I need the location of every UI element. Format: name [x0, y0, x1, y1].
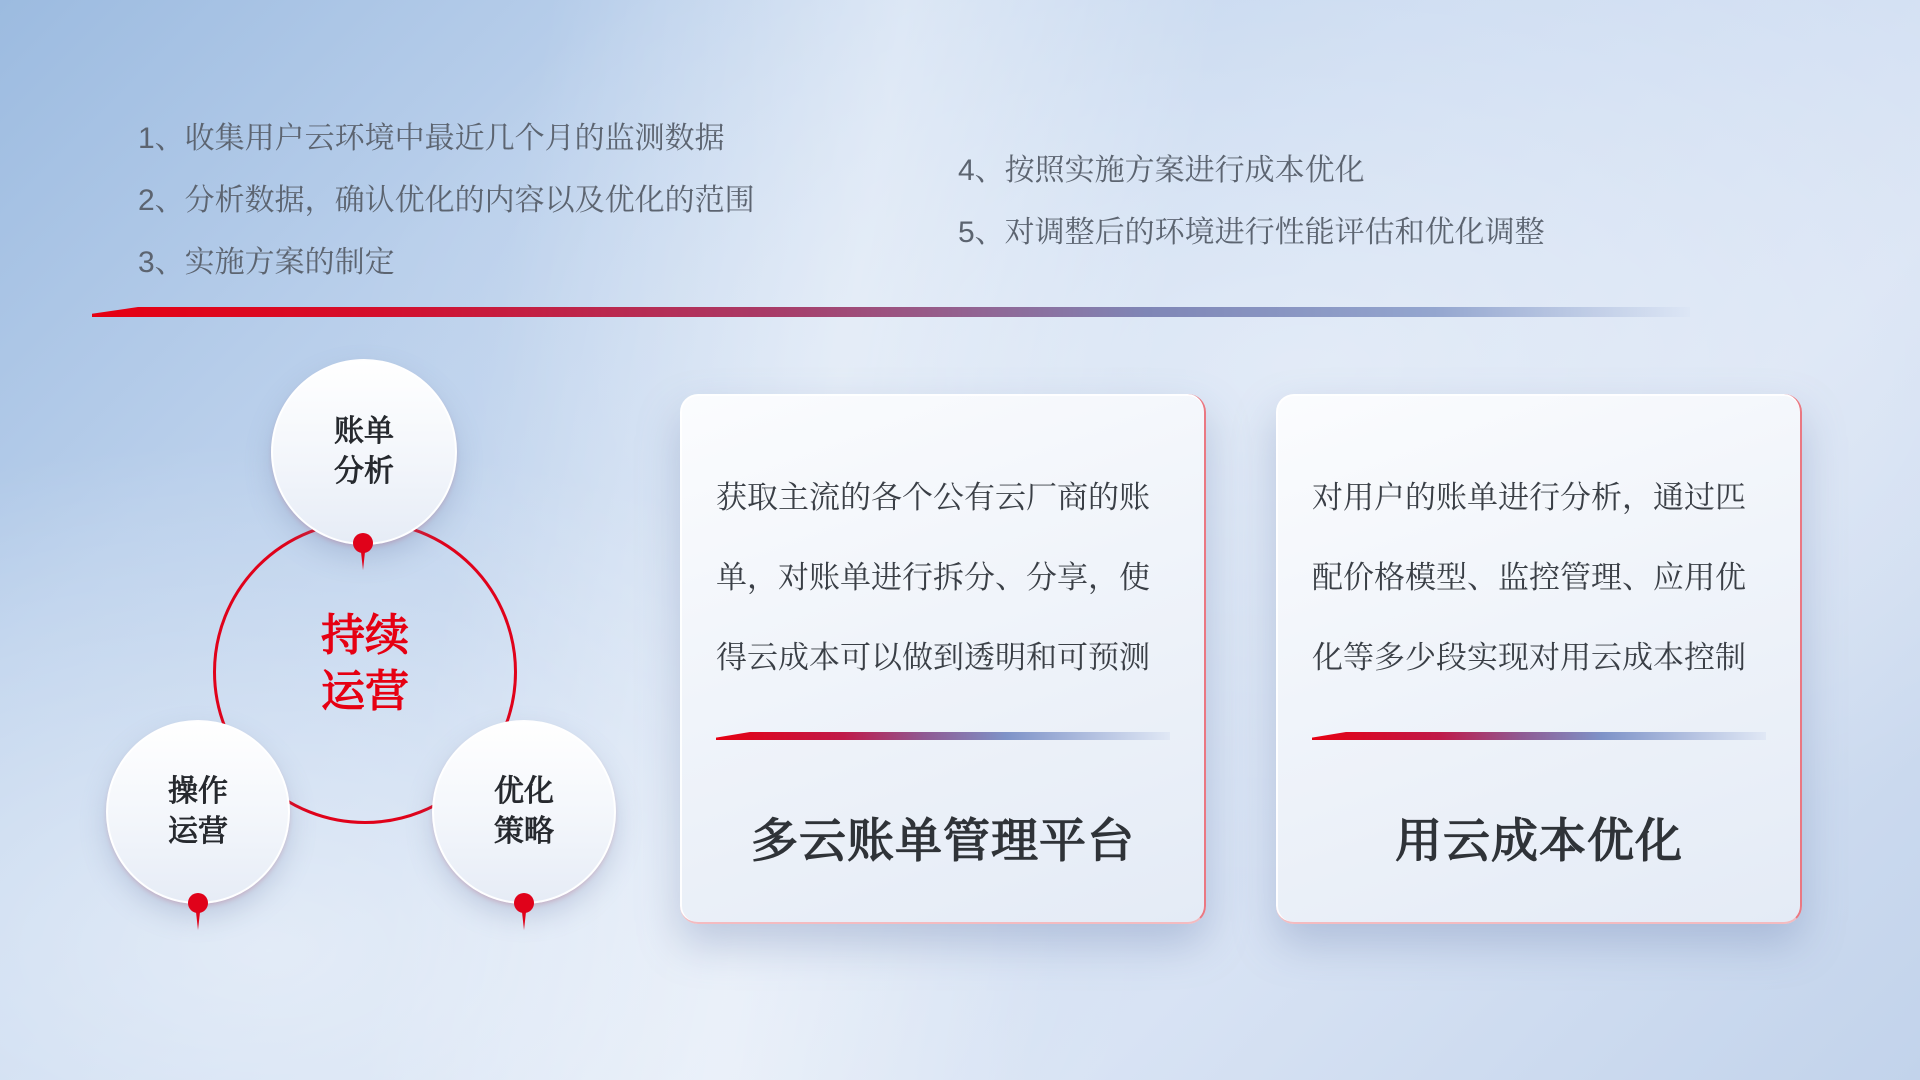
circle-bill-analysis	[271, 359, 457, 545]
card-multicloud-body-line2: 单，对账单进行拆分、分享，使	[716, 560, 1150, 595]
card-multicloud-body-line1: 获取主流的各个公有云厂商的账	[716, 480, 1150, 515]
process-step-1: 1、收集用户云环境中最近几个月的监测数据	[138, 122, 725, 155]
circle-optimization-strategy	[432, 720, 616, 904]
card-multicloud-underline	[716, 732, 1170, 740]
process-step-2: 2、分析数据，确认优化的内容以及优化的范围	[138, 184, 755, 217]
card-cost-optimization	[1276, 394, 1802, 924]
process-steps-right	[958, 140, 1545, 264]
circle-bill-analysis-label: 账单 分析	[334, 414, 394, 488]
connector-dot-bottom-right	[514, 893, 534, 913]
cycle-center-label	[265, 608, 465, 721]
circle-operation-label: 操作 运营	[168, 774, 228, 848]
card-cost-body-line3: 化等多少段实现对用云成本控制	[1312, 640, 1746, 675]
card-cost-title: 用云成本优化	[1395, 814, 1683, 867]
process-step-3: 3、实施方案的制定	[138, 246, 395, 279]
card-cost-underline	[1312, 732, 1766, 740]
card-multicloud-billing	[680, 394, 1206, 924]
process-steps-left	[138, 108, 755, 294]
cycle-center-line2: 运营	[321, 667, 409, 717]
card-cost-body-line2: 配价格模型、监控管理、应用优	[1312, 560, 1746, 595]
process-step-5: 5、对调整后的环境进行性能评估和优化调整	[958, 216, 1545, 249]
card-cost-body-line1: 对用户的账单进行分析，通过匹	[1312, 480, 1746, 515]
cycle-center-line1: 持续	[321, 611, 409, 660]
circle-operation	[106, 720, 290, 904]
connector-dot-top	[353, 533, 373, 553]
card-multicloud-body-line3: 得云成本可以做到透明和可预测	[716, 640, 1150, 675]
process-step-4: 4、按照实施方案进行成本优化	[958, 154, 1365, 187]
card-multicloud-title: 多云账单管理平台	[751, 814, 1135, 867]
divider-swoosh	[92, 307, 1690, 317]
circle-optimization-strategy-label: 优化 策略	[494, 774, 554, 848]
connector-dot-bottom-left	[188, 893, 208, 913]
